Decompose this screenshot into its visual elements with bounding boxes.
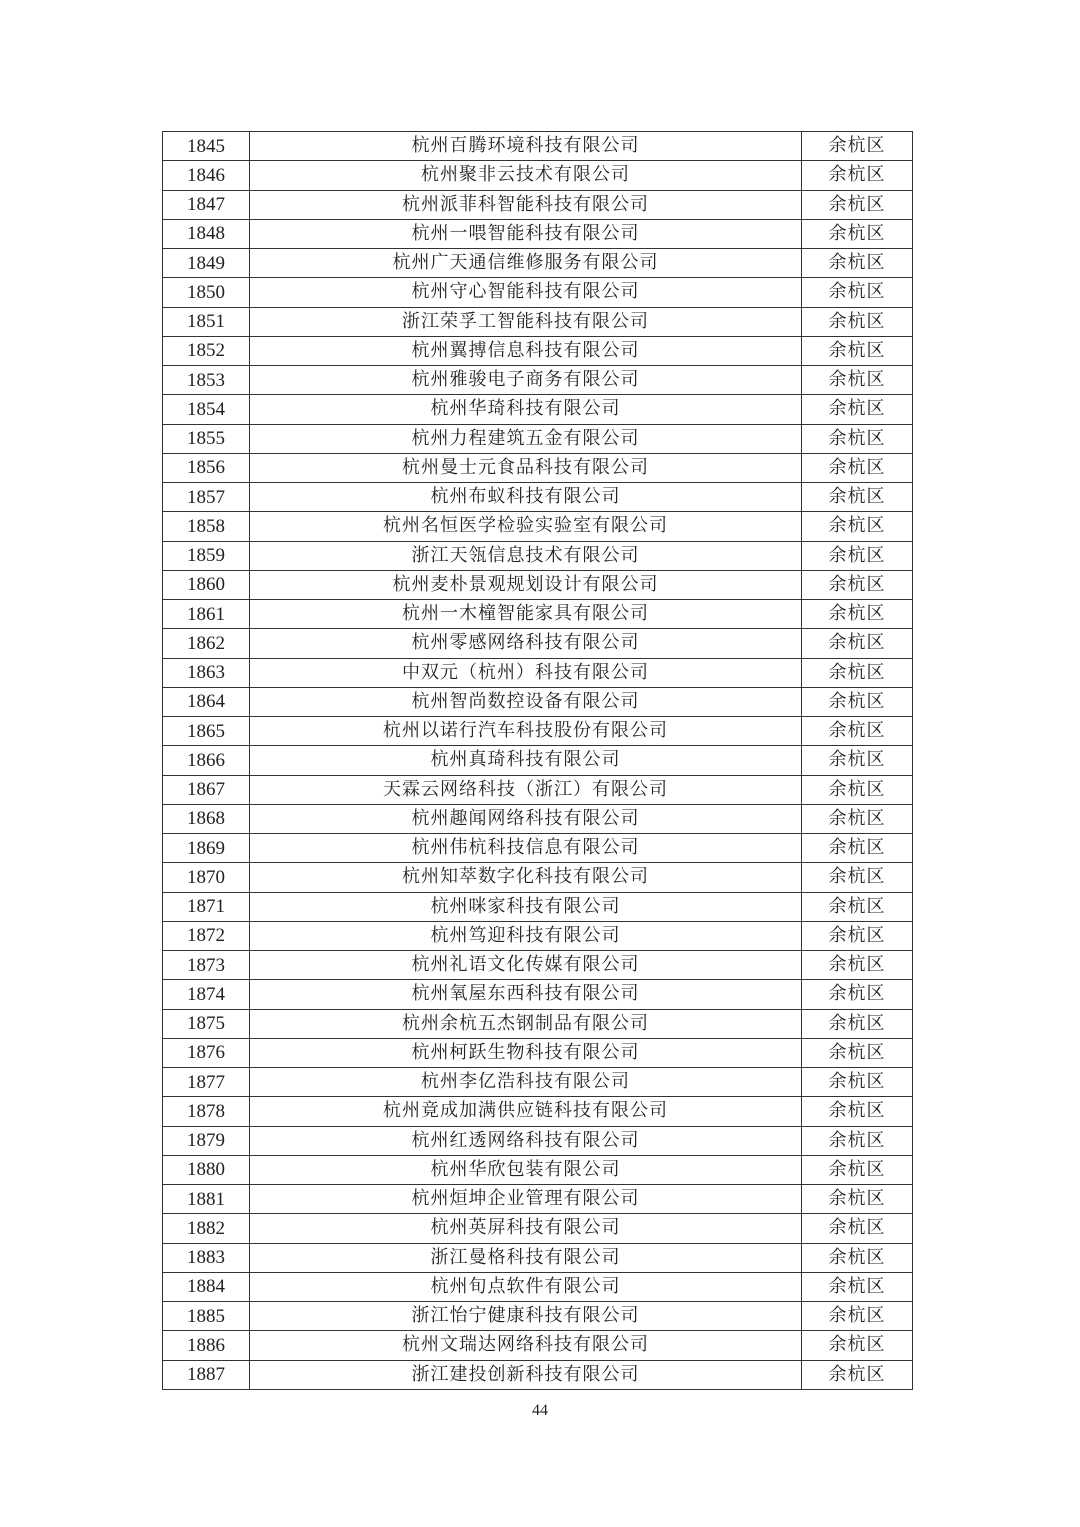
company-name: 杭州余杭五杰钢制品有限公司	[250, 1009, 802, 1038]
company-name: 杭州笃迎科技有限公司	[250, 921, 802, 950]
table-row	[163, 980, 913, 1009]
company-name: 杭州柯跃生物科技有限公司	[250, 1038, 802, 1067]
table-row	[163, 892, 913, 921]
company-name: 杭州名恒医学检验实验室有限公司	[250, 512, 802, 541]
company-name: 杭州烜坤企业管理有限公司	[250, 1185, 802, 1214]
row-number: 1874	[163, 980, 250, 1009]
row-number: 1872	[163, 921, 250, 950]
district: 余杭区	[802, 453, 913, 482]
row-number: 1871	[163, 892, 250, 921]
table-row	[163, 746, 913, 775]
district: 余杭区	[802, 951, 913, 980]
company-name: 浙江怡宁健康科技有限公司	[250, 1302, 802, 1331]
row-number: 1867	[163, 775, 250, 804]
company-name: 杭州布蚁科技有限公司	[250, 483, 802, 512]
district: 余杭区	[802, 1214, 913, 1243]
district: 余杭区	[802, 249, 913, 278]
district: 余杭区	[802, 1097, 913, 1126]
company-name: 杭州旬点软件有限公司	[250, 1272, 802, 1301]
district: 余杭区	[802, 717, 913, 746]
company-name: 天霖云网络科技（浙江）有限公司	[250, 775, 802, 804]
district: 余杭区	[802, 570, 913, 599]
row-number: 1882	[163, 1214, 250, 1243]
table-row	[163, 249, 913, 278]
district: 余杭区	[802, 512, 913, 541]
district: 余杭区	[802, 687, 913, 716]
district: 余杭区	[802, 1155, 913, 1184]
row-number: 1881	[163, 1185, 250, 1214]
district: 余杭区	[802, 1009, 913, 1038]
table-row	[163, 366, 913, 395]
table-body	[163, 132, 913, 1390]
district: 余杭区	[802, 746, 913, 775]
row-number: 1852	[163, 336, 250, 365]
table-row	[163, 775, 913, 804]
company-name: 杭州翼搏信息科技有限公司	[250, 336, 802, 365]
table-row	[163, 1331, 913, 1360]
table-row	[163, 570, 913, 599]
row-number: 1878	[163, 1097, 250, 1126]
row-number: 1853	[163, 366, 250, 395]
company-name: 杭州一木橦智能家具有限公司	[250, 600, 802, 629]
district: 余杭区	[802, 424, 913, 453]
table-row	[163, 1185, 913, 1214]
district: 余杭区	[802, 395, 913, 424]
table-row	[163, 1038, 913, 1067]
row-number: 1860	[163, 570, 250, 599]
district: 余杭区	[802, 483, 913, 512]
row-number: 1876	[163, 1038, 250, 1067]
company-name: 浙江建投创新科技有限公司	[250, 1360, 802, 1389]
company-name: 杭州零感网络科技有限公司	[250, 629, 802, 658]
company-name: 杭州李亿浩科技有限公司	[250, 1068, 802, 1097]
table-row	[163, 1272, 913, 1301]
company-name: 杭州广天通信维修服务有限公司	[250, 249, 802, 278]
company-name: 杭州知萃数字化科技有限公司	[250, 863, 802, 892]
district: 余杭区	[802, 1126, 913, 1155]
company-name: 杭州趣闻网络科技有限公司	[250, 804, 802, 833]
table-row	[163, 687, 913, 716]
district: 余杭区	[802, 190, 913, 219]
row-number: 1869	[163, 834, 250, 863]
company-name: 杭州聚非云技术有限公司	[250, 161, 802, 190]
table-row	[163, 1097, 913, 1126]
table-row	[163, 541, 913, 570]
table-row	[163, 658, 913, 687]
company-name: 杭州英屏科技有限公司	[250, 1214, 802, 1243]
page-number: 44	[532, 1402, 548, 1419]
row-number: 1849	[163, 249, 250, 278]
table-row	[163, 600, 913, 629]
row-number: 1877	[163, 1068, 250, 1097]
row-number: 1847	[163, 190, 250, 219]
district: 余杭区	[802, 278, 913, 307]
district: 余杭区	[802, 658, 913, 687]
row-number: 1845	[163, 132, 250, 161]
row-number: 1855	[163, 424, 250, 453]
table-row	[163, 834, 913, 863]
company-name: 杭州华琦科技有限公司	[250, 395, 802, 424]
company-name: 杭州咪家科技有限公司	[250, 892, 802, 921]
district: 余杭区	[802, 161, 913, 190]
company-name: 中双元（杭州）科技有限公司	[250, 658, 802, 687]
company-name: 杭州派菲科智能科技有限公司	[250, 190, 802, 219]
company-name: 杭州守心智能科技有限公司	[250, 278, 802, 307]
row-number: 1861	[163, 600, 250, 629]
row-number: 1858	[163, 512, 250, 541]
company-name: 杭州竟成加满供应链科技有限公司	[250, 1097, 802, 1126]
row-number: 1863	[163, 658, 250, 687]
table-row	[163, 132, 913, 161]
row-number: 1870	[163, 863, 250, 892]
row-number: 1848	[163, 219, 250, 248]
row-number: 1862	[163, 629, 250, 658]
company-name: 杭州氧屋东西科技有限公司	[250, 980, 802, 1009]
district: 余杭区	[802, 980, 913, 1009]
row-number: 1883	[163, 1243, 250, 1272]
row-number: 1859	[163, 541, 250, 570]
company-name: 杭州智尚数控设备有限公司	[250, 687, 802, 716]
row-number: 1866	[163, 746, 250, 775]
district: 余杭区	[802, 892, 913, 921]
table-row	[163, 395, 913, 424]
district: 余杭区	[802, 307, 913, 336]
district: 余杭区	[802, 1038, 913, 1067]
district: 余杭区	[802, 1068, 913, 1097]
district: 余杭区	[802, 629, 913, 658]
district: 余杭区	[802, 366, 913, 395]
district: 余杭区	[802, 219, 913, 248]
table-row	[163, 1155, 913, 1184]
district: 余杭区	[802, 804, 913, 833]
company-name: 杭州力程建筑五金有限公司	[250, 424, 802, 453]
table-row	[163, 278, 913, 307]
district: 余杭区	[802, 541, 913, 570]
company-name: 杭州雅骏电子商务有限公司	[250, 366, 802, 395]
row-number: 1846	[163, 161, 250, 190]
district: 余杭区	[802, 1302, 913, 1331]
company-name: 杭州礼语文化传媒有限公司	[250, 951, 802, 980]
district: 余杭区	[802, 1360, 913, 1389]
company-name: 杭州文瑞达网络科技有限公司	[250, 1331, 802, 1360]
table-row	[163, 863, 913, 892]
row-number: 1884	[163, 1272, 250, 1301]
table-row	[163, 424, 913, 453]
row-number: 1880	[163, 1155, 250, 1184]
district: 余杭区	[802, 1272, 913, 1301]
district: 余杭区	[802, 600, 913, 629]
row-number: 1885	[163, 1302, 250, 1331]
company-list-table	[162, 131, 913, 1390]
district: 余杭区	[802, 863, 913, 892]
table-row	[163, 453, 913, 482]
table-row	[163, 1068, 913, 1097]
district: 余杭区	[802, 921, 913, 950]
company-name: 杭州伟杭科技信息有限公司	[250, 834, 802, 863]
row-number: 1886	[163, 1331, 250, 1360]
table-row	[163, 161, 913, 190]
company-name: 杭州红透网络科技有限公司	[250, 1126, 802, 1155]
company-name: 杭州麦朴景观规划设计有限公司	[250, 570, 802, 599]
district: 余杭区	[802, 336, 913, 365]
table-row	[163, 951, 913, 980]
district: 余杭区	[802, 775, 913, 804]
company-name: 杭州百腾环境科技有限公司	[250, 132, 802, 161]
row-number: 1857	[163, 483, 250, 512]
table-row	[163, 190, 913, 219]
table-row	[163, 629, 913, 658]
table-row	[163, 804, 913, 833]
table-row	[163, 1243, 913, 1272]
district: 余杭区	[802, 1243, 913, 1272]
company-name: 杭州曼士元食品科技有限公司	[250, 453, 802, 482]
row-number: 1875	[163, 1009, 250, 1038]
row-number: 1856	[163, 453, 250, 482]
district: 余杭区	[802, 132, 913, 161]
district: 余杭区	[802, 1185, 913, 1214]
table-row	[163, 1360, 913, 1389]
row-number: 1851	[163, 307, 250, 336]
district: 余杭区	[802, 834, 913, 863]
company-name: 杭州真琦科技有限公司	[250, 746, 802, 775]
table-row	[163, 921, 913, 950]
table-row	[163, 1214, 913, 1243]
company-name: 浙江荣孚工智能科技有限公司	[250, 307, 802, 336]
table-row	[163, 219, 913, 248]
table-row	[163, 307, 913, 336]
district: 余杭区	[802, 1331, 913, 1360]
row-number: 1854	[163, 395, 250, 424]
table-row	[163, 1302, 913, 1331]
company-name: 浙江曼格科技有限公司	[250, 1243, 802, 1272]
company-name: 浙江天瓴信息技术有限公司	[250, 541, 802, 570]
row-number: 1865	[163, 717, 250, 746]
table-row	[163, 1126, 913, 1155]
row-number: 1850	[163, 278, 250, 307]
row-number: 1868	[163, 804, 250, 833]
company-name: 杭州华欣包装有限公司	[250, 1155, 802, 1184]
table-row	[163, 1009, 913, 1038]
table-row	[163, 483, 913, 512]
company-name: 杭州一喂智能科技有限公司	[250, 219, 802, 248]
table-row	[163, 512, 913, 541]
row-number: 1879	[163, 1126, 250, 1155]
row-number: 1873	[163, 951, 250, 980]
row-number: 1887	[163, 1360, 250, 1389]
company-name: 杭州以诺行汽车科技股份有限公司	[250, 717, 802, 746]
table-row	[163, 717, 913, 746]
table-row	[163, 336, 913, 365]
row-number: 1864	[163, 687, 250, 716]
